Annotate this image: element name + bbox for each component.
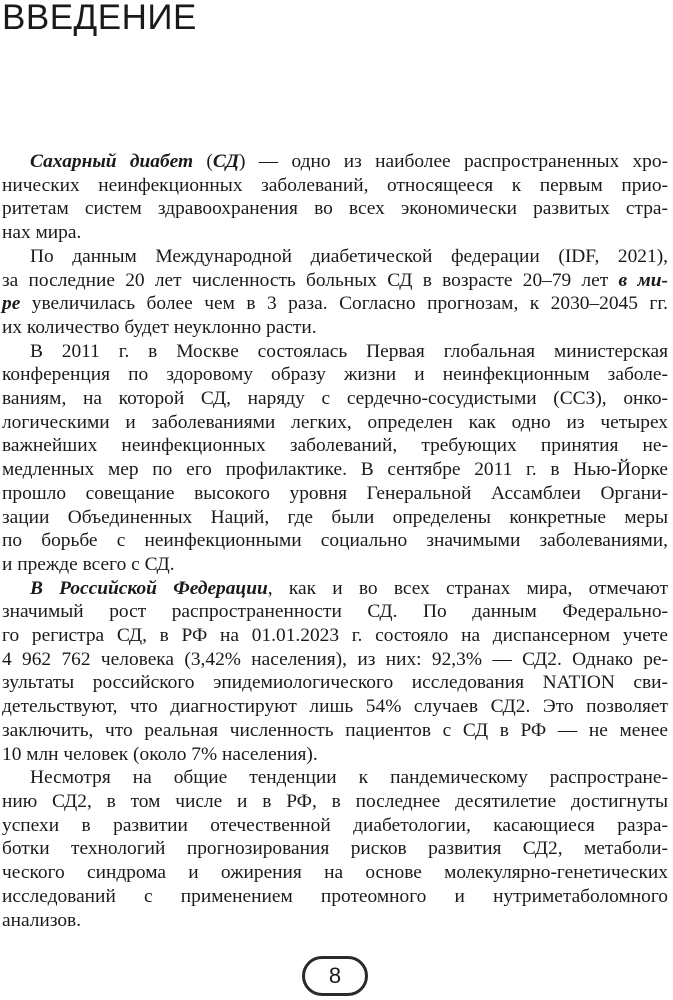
text-run: логическими и заболеваниями легких, определен как одно из четырех [2,411,668,433]
text-line [2,506,668,530]
text-run: ритетам систем здравоохранения во всех экономически развитых стра- [2,198,668,220]
text-run: го регистра СД, в РФ на 01.01.2023 г. состояло на диспансерном учете [2,625,668,647]
text-line [2,316,668,340]
text-line [2,624,668,648]
text-run: Несмотря на общие тенденции к пандемическому распростране- [30,767,668,789]
text-run: анализов. [2,909,82,931]
text-line [2,695,668,719]
text-run: их количество будет неуклонно расти. [2,316,317,338]
text-run: конференция по здоровому образу жизни и неинфекционным заболе- [2,364,668,386]
text-line [2,648,668,672]
text-line [2,411,668,435]
text-line [2,885,668,909]
text-line [2,909,668,933]
text-line [30,340,668,364]
paragraph [2,150,669,245]
text-run: ( [193,151,213,172]
text-run: В 2011 г. в Москве состоялась Первая глобальная министерская [30,340,668,362]
text-run: успехи в развитии отечественной диабетологии, касающиеся разра- [2,814,668,836]
emphasized-text: ре [2,293,21,315]
emphasized-text: СД [212,151,240,172]
text-run: По данным Международной диабетической федерации (IDF, 2021), [30,245,668,267]
text-run: ческого синдрома и ожирения на основе молекулярно-генетических [2,862,668,884]
text-line [2,197,668,221]
text-run: прошло совещание высокого уровня Генеральной Ассамблеи Органи- [2,482,668,504]
text-line [2,719,668,743]
text-line [2,174,668,198]
text-line [2,814,668,838]
text-line [2,221,668,245]
text-line [2,292,668,316]
text-run: нию СД2, в том числе и в РФ, в последнее десятилетие достигнуты [2,790,668,812]
text-run: нах мира. [2,222,82,244]
text-line [2,553,668,577]
text-run: ) — одно из наиболее распространенных хро- [239,151,669,172]
text-line [2,837,668,861]
text-run: заключить, что реальная численность пациентов с СД в РФ — не менее [2,719,668,741]
text-line [2,269,668,293]
text-line [2,458,668,482]
text-run: исследований с применением протеомного и нутриметаболомного [2,885,668,907]
text-line [2,387,668,411]
page-number: 8 [302,956,368,996]
text-run: ботки технологий прогнозирования рисков развития СД2, метаболи- [2,838,668,860]
text-run: за последние 20 лет численность больных СД в возрасте 20–79 лет [2,269,619,291]
body-text [2,150,669,932]
text-run: по борьбе с неинфекционными социально значимыми заболеваниями, [2,530,668,552]
emphasized-text: Сахарный диабет [30,151,194,172]
text-line [2,600,668,624]
text-run: медленных мер по его профилактике. В сентябре 2011 г. в Нью-Йорке [2,459,668,481]
text-run: увеличилась более чем в 3 раза. Согласно прогнозам, к 2030–2045 гг. [20,293,668,315]
text-run: , как и во всех странах мира, отмечают [267,577,668,599]
text-line [2,529,668,553]
paragraph [2,766,668,932]
text-run: 4 962 762 человека (3,42% населения), из них: 92,3% — СД2. Однако ре- [2,648,668,670]
emphasized-text: В Российской Федерации [30,577,268,599]
text-run: нических неинфекционных заболеваний, относящееся к первым прио- [2,174,668,196]
emphasized-text: в ми- [618,269,668,291]
paragraph [2,245,668,340]
text-run: зации Объединенных Наций, где были определены конкретные меры [2,506,668,528]
text-line [2,482,668,506]
paragraph [2,577,668,767]
text-run: зультаты российского эпидемиологического исследования NATION сви- [2,672,668,694]
text-run: детельствуют, что диагностируют лишь 54% случаев СД2. Это позволяет [2,696,668,718]
text-run: значимый рост распространенности СД. По данным Федерально- [2,601,668,623]
chapter-heading: ВВЕДЕНИЕ [2,0,197,37]
paragraph [2,340,668,577]
text-line [2,790,668,814]
text-run: и прежде всего с СД. [2,553,175,575]
text-run: важнейших неинфекционных заболеваний, требующих принятия не- [2,435,668,457]
text-line [2,434,668,458]
text-run: 10 млн человек (около 7% населения). [2,743,318,765]
text-line [30,766,668,790]
text-line [30,150,668,174]
text-line [2,363,668,387]
text-line [2,861,668,885]
text-line [2,743,668,767]
text-line [30,245,668,269]
text-line [2,671,668,695]
text-line [30,577,668,601]
text-run: ваниям, на которой СД, наряду с сердечно-сосудистыми (ССЗ), онко- [2,388,668,410]
